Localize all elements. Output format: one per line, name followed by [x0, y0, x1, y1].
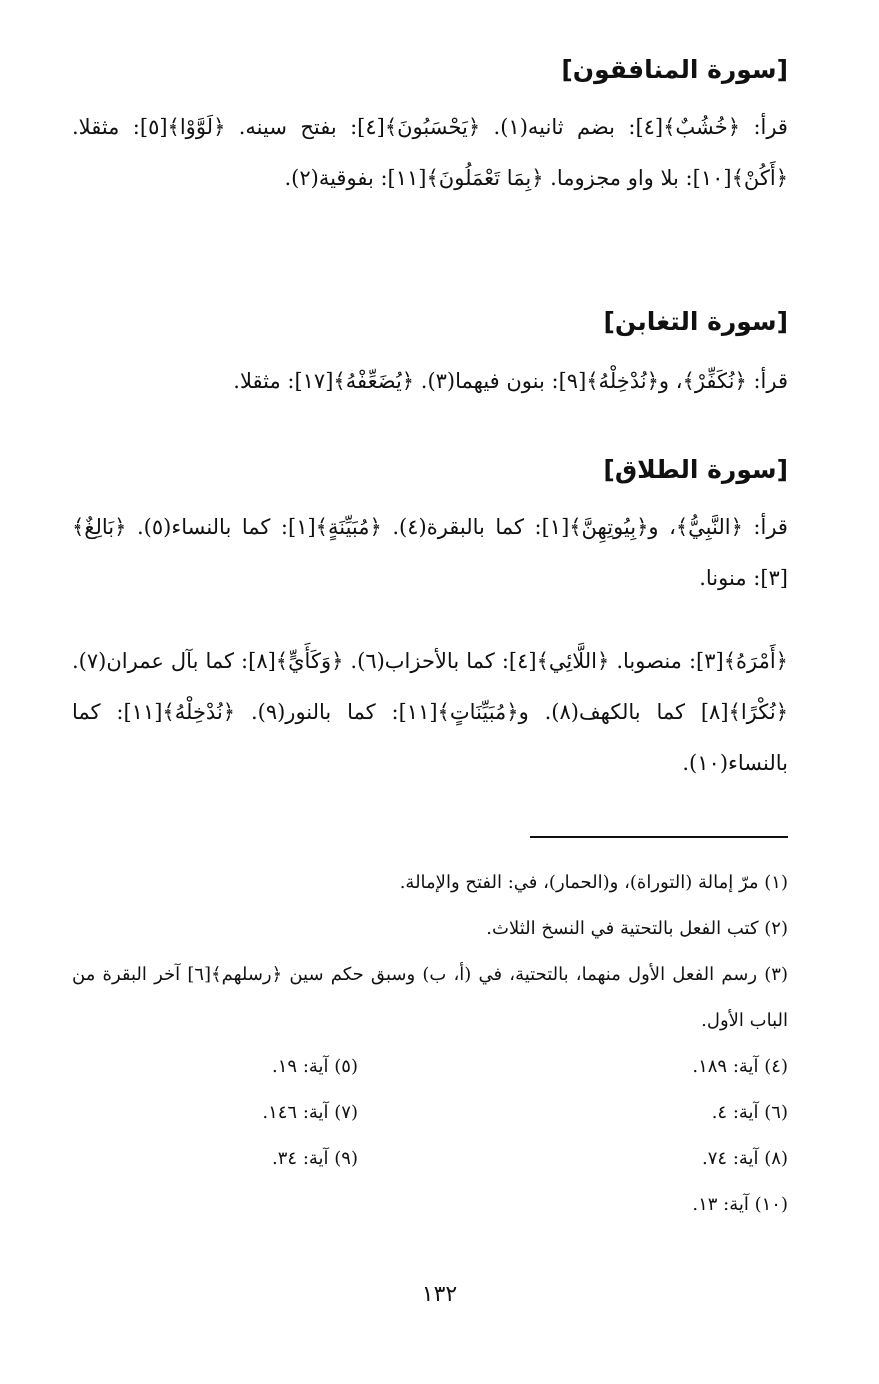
footnote-7: (٧) آية: ١٤٦.: [262, 1102, 358, 1123]
paragraph-al-munafiqun: قرأ: ﴿خُشُبٌ﴾[٤]: بضم ثانيه(١). ﴿يَحْسَبُونَ﴾[٤]: بفتح سينه. ﴿لَوَّوْا﴾[٥]: مثقلا. ﴿أَكُنْ﴾[١٠]: بلا واو مجزوما. ﴿بِمَا تَعْمَلُونَ﴾[١١]: بفوقية(٢).: [72, 115, 788, 190]
footnote-3: (٣) رسم الفعل الأول منهما، بالتحتية، في (أ، ب) وسبق حكم سين ﴿رسلهم﴾[٦] آخر البقرة من الباب الأول.: [72, 964, 788, 1031]
heading-surat-at-talaq: [سورة الطلاق]: [603, 455, 788, 484]
footnotes: [72, 860, 788, 1228]
footnote-1: (١) مرّ إمالة (التوراة)، و(الحمار)، في: الفتح والإمالة.: [399, 872, 788, 893]
footnote-row-6-7: [72, 1090, 788, 1136]
paragraph-at-talaq-1: قرأ: ﴿النَّبِيُّ﴾، و﴿بِيُوتِهِنَّ﴾[١]: كما بالبقرة(٤). ﴿مُبَيِّنَةٍ﴾[١]: كما بالنساء(٥). ﴿بَالِغٌ﴾[٣]: منونا.: [72, 515, 788, 590]
footnote-5: (٥) آية: ١٩.: [272, 1056, 358, 1077]
footnote-4: (٤) آية: ١٨٩.: [692, 1056, 788, 1077]
footnote-9: (٩) آية: ٣٤.: [272, 1148, 358, 1169]
page-number: ١٣٢: [421, 1282, 458, 1307]
paragraph-at-talaq-2: ﴿أَمْرَهُ﴾[٣]: منصوبا. ﴿اللَّائِي﴾[٤]: كما بالأحزاب(٦). ﴿وَكَأَيٍّ﴾[٨]: كما بآل عمران(٧). ﴿نُكْرًا﴾[٨] كما بالكهف(٨). و﴿مُبَيِّنَاتٍ﴾[١١]: كما بالنور(٩). ﴿نُدْخِلْهُ﴾[١١]: كما بالنساء(١٠).: [72, 649, 788, 775]
footnote-10: (١٠) آية: ١٣.: [692, 1194, 788, 1215]
footnote-row-8-9: [72, 1136, 788, 1182]
paragraph-at-taghabun: قرأ: ﴿نُكَفِّرْ﴾، و﴿نُدْخِلْهُ﴾[٩]: بنون فيهما(٣). ﴿يُضَعِّفْهُ﴾[١٧]: مثقلا.: [233, 369, 788, 393]
footnote-divider: [530, 836, 788, 838]
footnote-row-4-5: [72, 1044, 788, 1090]
heading-surat-al-munafiqun: [سورة المنافقون]: [561, 55, 788, 84]
heading-surat-at-taghabun: [سورة التغابن]: [603, 307, 788, 336]
footnote-row-10: [72, 1182, 788, 1228]
footnote-2: (٢) كتب الفعل بالتحتية في النسخ الثلاث.: [486, 918, 788, 939]
footnote-6: (٦) آية: ٤.: [711, 1102, 788, 1123]
footnote-8: (٨) آية: ٧٤.: [702, 1148, 788, 1169]
